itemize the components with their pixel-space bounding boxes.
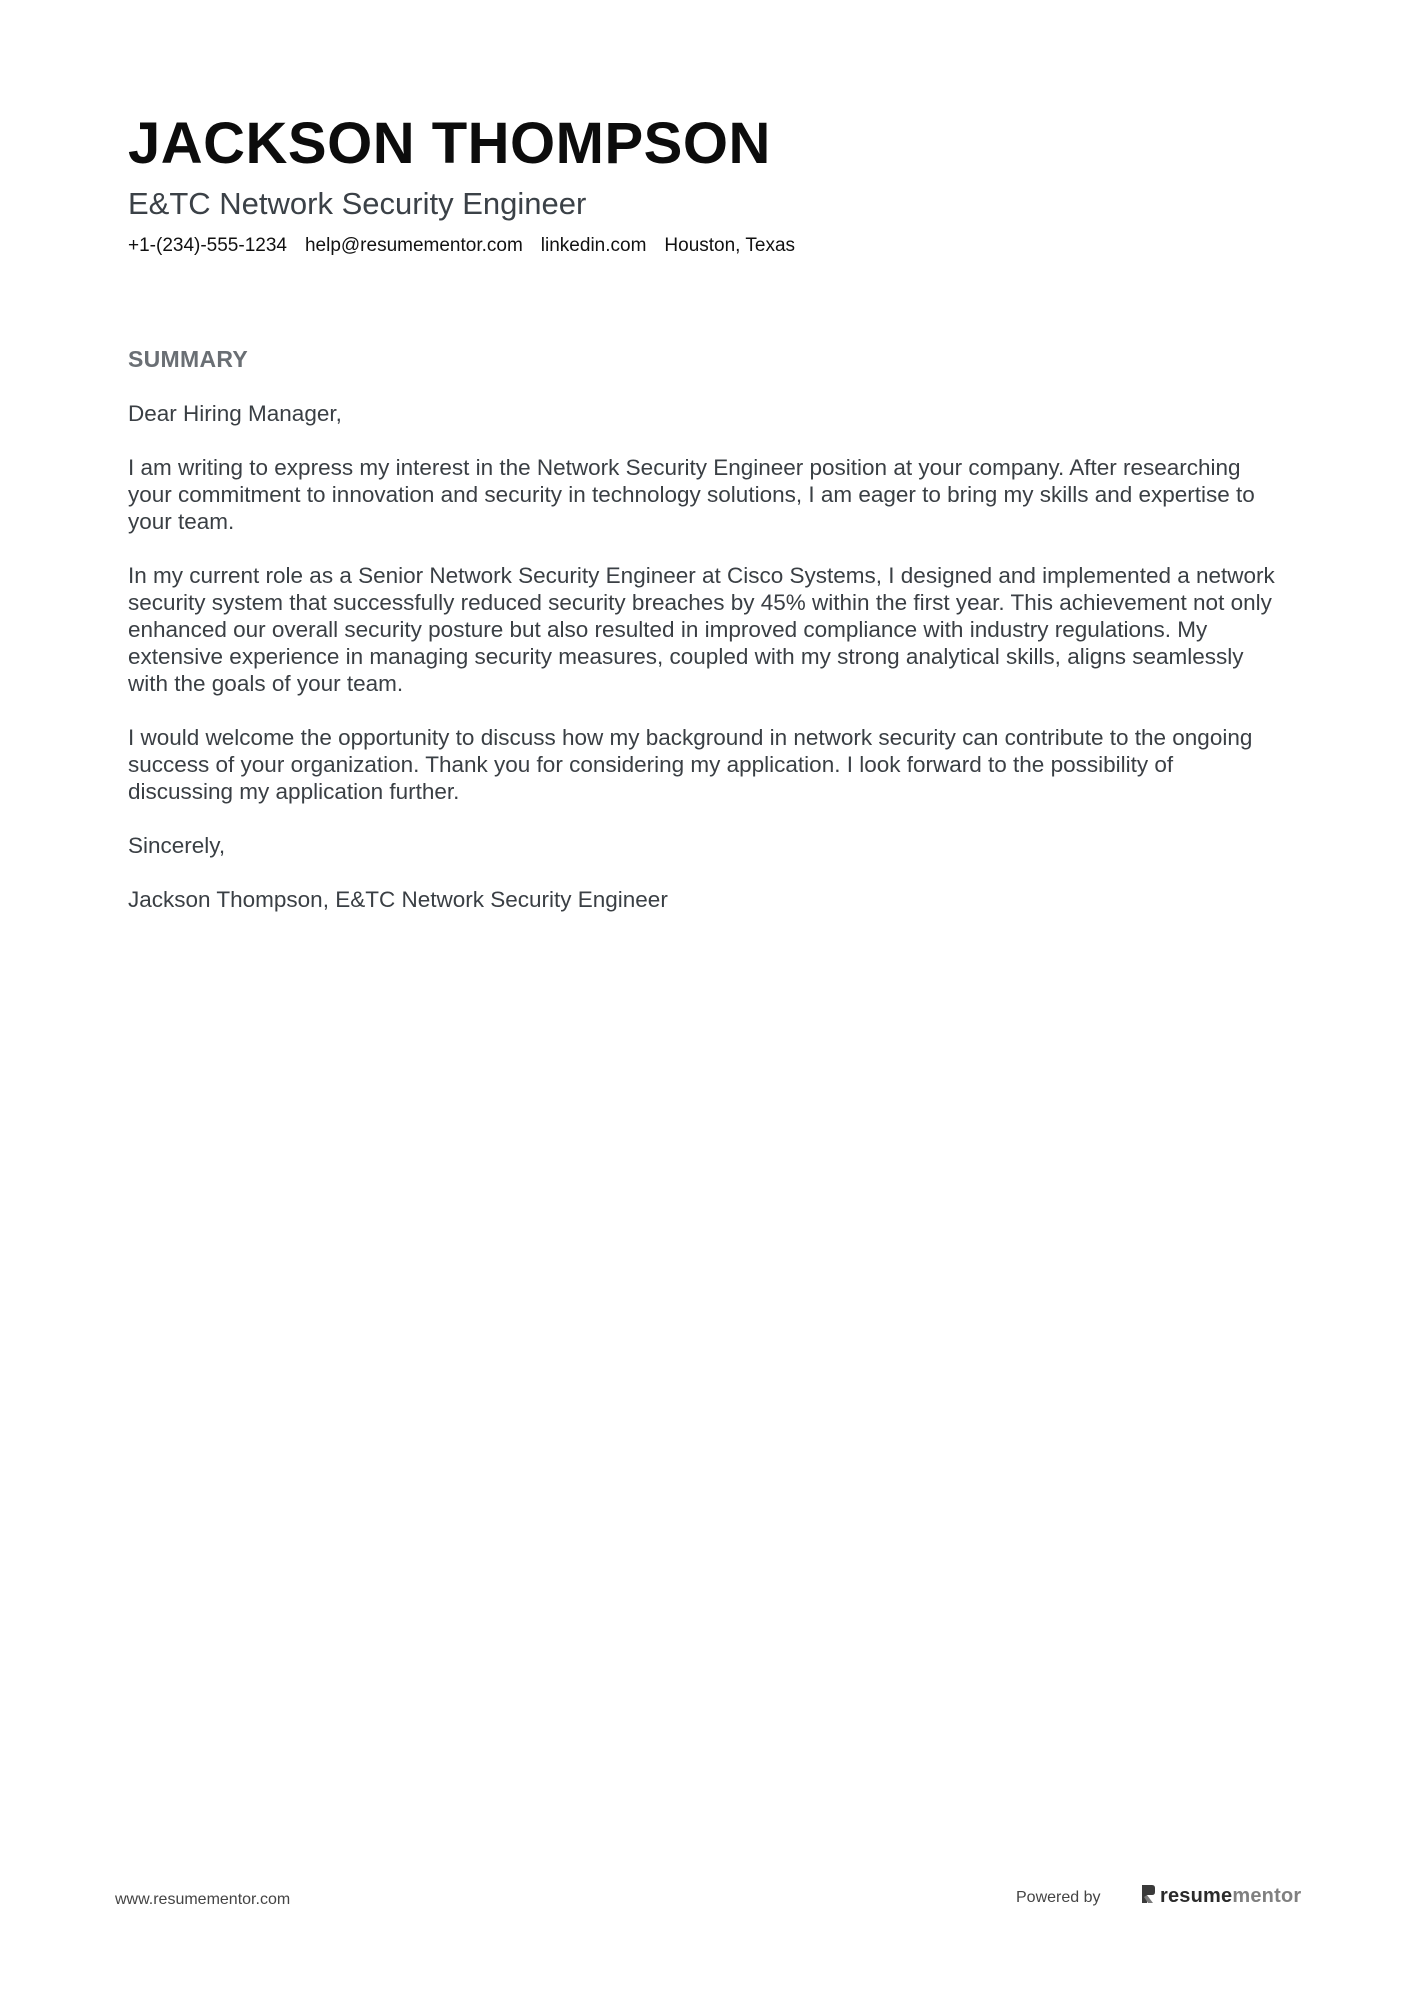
closing: Sincerely, (128, 833, 226, 858)
footer-website: www.resumementor.com (115, 1891, 291, 1908)
powered-by-label: Powered by (1016, 1889, 1101, 1906)
letter-body (128, 400, 1278, 940)
paragraph-intro: I am writing to express my interest in the Network Security Engineer position at your company. After researching your commitment to innovation and security in technology solutions, I am eager to bring my skills and expertise to your team. (128, 455, 1255, 534)
paragraph-closing: I would welcome the opportunity to discuss how my background in network security can contribute to the ongoing success of your organization. Thank you for considering my application. I look forward to the possibility of discussing my application further. (128, 725, 1253, 804)
summary-heading: SUMMARY (128, 346, 249, 372)
phone-number: +1-(234)-555-1234 (128, 235, 287, 256)
resumementor-logo (1140, 1883, 1301, 1910)
location: Houston, Texas (664, 235, 796, 256)
contact-info (128, 235, 795, 257)
resumementor-logo-icon (1140, 1883, 1156, 1910)
email-address: help@resumementor.com (304, 235, 523, 256)
job-title: E&TC Network Security Engineer (128, 186, 587, 221)
resumementor-logo-text: resumementor (1160, 1885, 1302, 1907)
greeting: Dear Hiring Manager, (128, 401, 342, 426)
signature: Jackson Thompson, E&TC Network Security Engineer (128, 887, 668, 912)
applicant-name: JACKSON THOMPSON (128, 111, 771, 176)
paragraph-experience: In my current role as a Senior Network Security Engineer at Cisco Systems, I designed and implemented a network security system that successfully reduced security breaches by 45% within the first year. This achievement not only enhanced our overall security posture but also resulted in improved compliance with industry regulations. My extensive experience in managing security measures, coupled with my strong analytical skills, aligns seamlessly with the goals of your team. (128, 563, 1275, 696)
linkedin-link: linkedin.com (540, 235, 647, 256)
